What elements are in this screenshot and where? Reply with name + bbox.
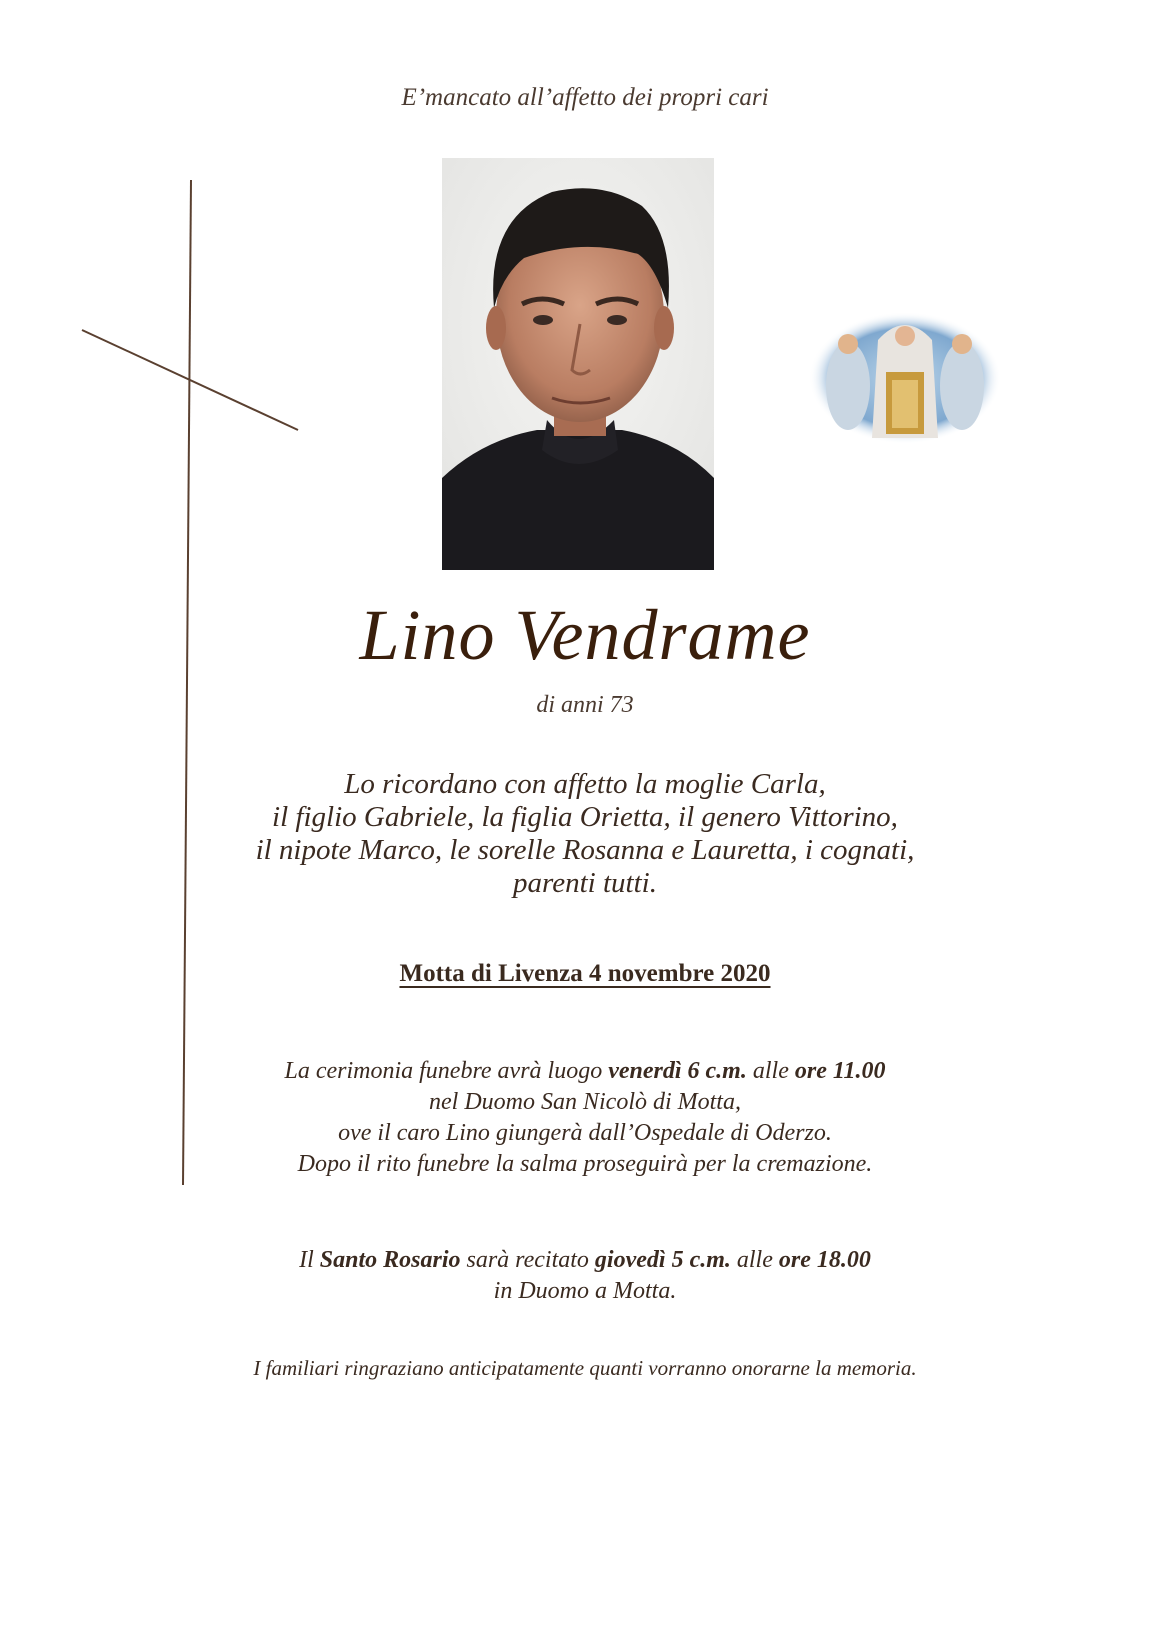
ceremony-line: nel Duomo San Nicolò di Motta, bbox=[429, 1089, 741, 1115]
ceremony-line bbox=[0, 1056, 1170, 1087]
family-line: Lo ricordano con affetto la moglie Carla, bbox=[344, 768, 826, 800]
portrait-photo bbox=[442, 158, 714, 570]
deceased-name: Lino Vendrame bbox=[359, 595, 811, 675]
rosary-info bbox=[0, 1245, 1170, 1307]
rosary-title: Santo Rosario bbox=[319, 1247, 461, 1273]
madonna-image bbox=[808, 310, 1002, 446]
rosary-text: Il bbox=[299, 1247, 320, 1273]
ceremony-time: ore 11.00 bbox=[794, 1058, 886, 1084]
ceremony-line: ove il caro Lino giungerà dall’Ospedale di Oderzo. bbox=[338, 1120, 832, 1146]
family-line: il nipote Marco, le sorelle Rosanna e Lauretta, i cognati, bbox=[255, 834, 915, 866]
rosary-text: sarà recitato bbox=[460, 1247, 595, 1273]
ceremony-day: venerdì 6 c.m. bbox=[608, 1058, 747, 1084]
place-date bbox=[0, 960, 1170, 988]
ceremony-text: alle bbox=[746, 1058, 795, 1084]
intro-text: E’mancato all’affetto dei propri cari bbox=[401, 84, 769, 111]
ceremony-text: La cerimonia funebre avrà luogo bbox=[284, 1058, 609, 1084]
rosary-time: ore 18.00 bbox=[778, 1247, 871, 1273]
family-line: parenti tutti. bbox=[513, 867, 657, 899]
thanks-text: I familiari ringraziano anticipatamente quanti vorranno onorarne la memoria. bbox=[253, 1356, 917, 1380]
rosary-line: in Duomo a Motta. bbox=[493, 1278, 677, 1304]
family-message bbox=[0, 768, 1170, 900]
family-line: il figlio Gabriele, la figlia Orietta, il genero Vittorino, bbox=[272, 801, 898, 833]
ceremony-line: Dopo il rito funebre la salma proseguirà per la cremazione. bbox=[297, 1151, 873, 1177]
rosary-day: giovedì 5 c.m. bbox=[594, 1247, 731, 1273]
rosary-line bbox=[0, 1245, 1170, 1276]
ceremony-info bbox=[0, 1056, 1170, 1180]
rosary-text: alle bbox=[730, 1247, 779, 1273]
age-text: di anni 73 bbox=[536, 692, 634, 718]
place-date-text: Motta di Livenza 4 novembre 2020 bbox=[399, 960, 771, 987]
